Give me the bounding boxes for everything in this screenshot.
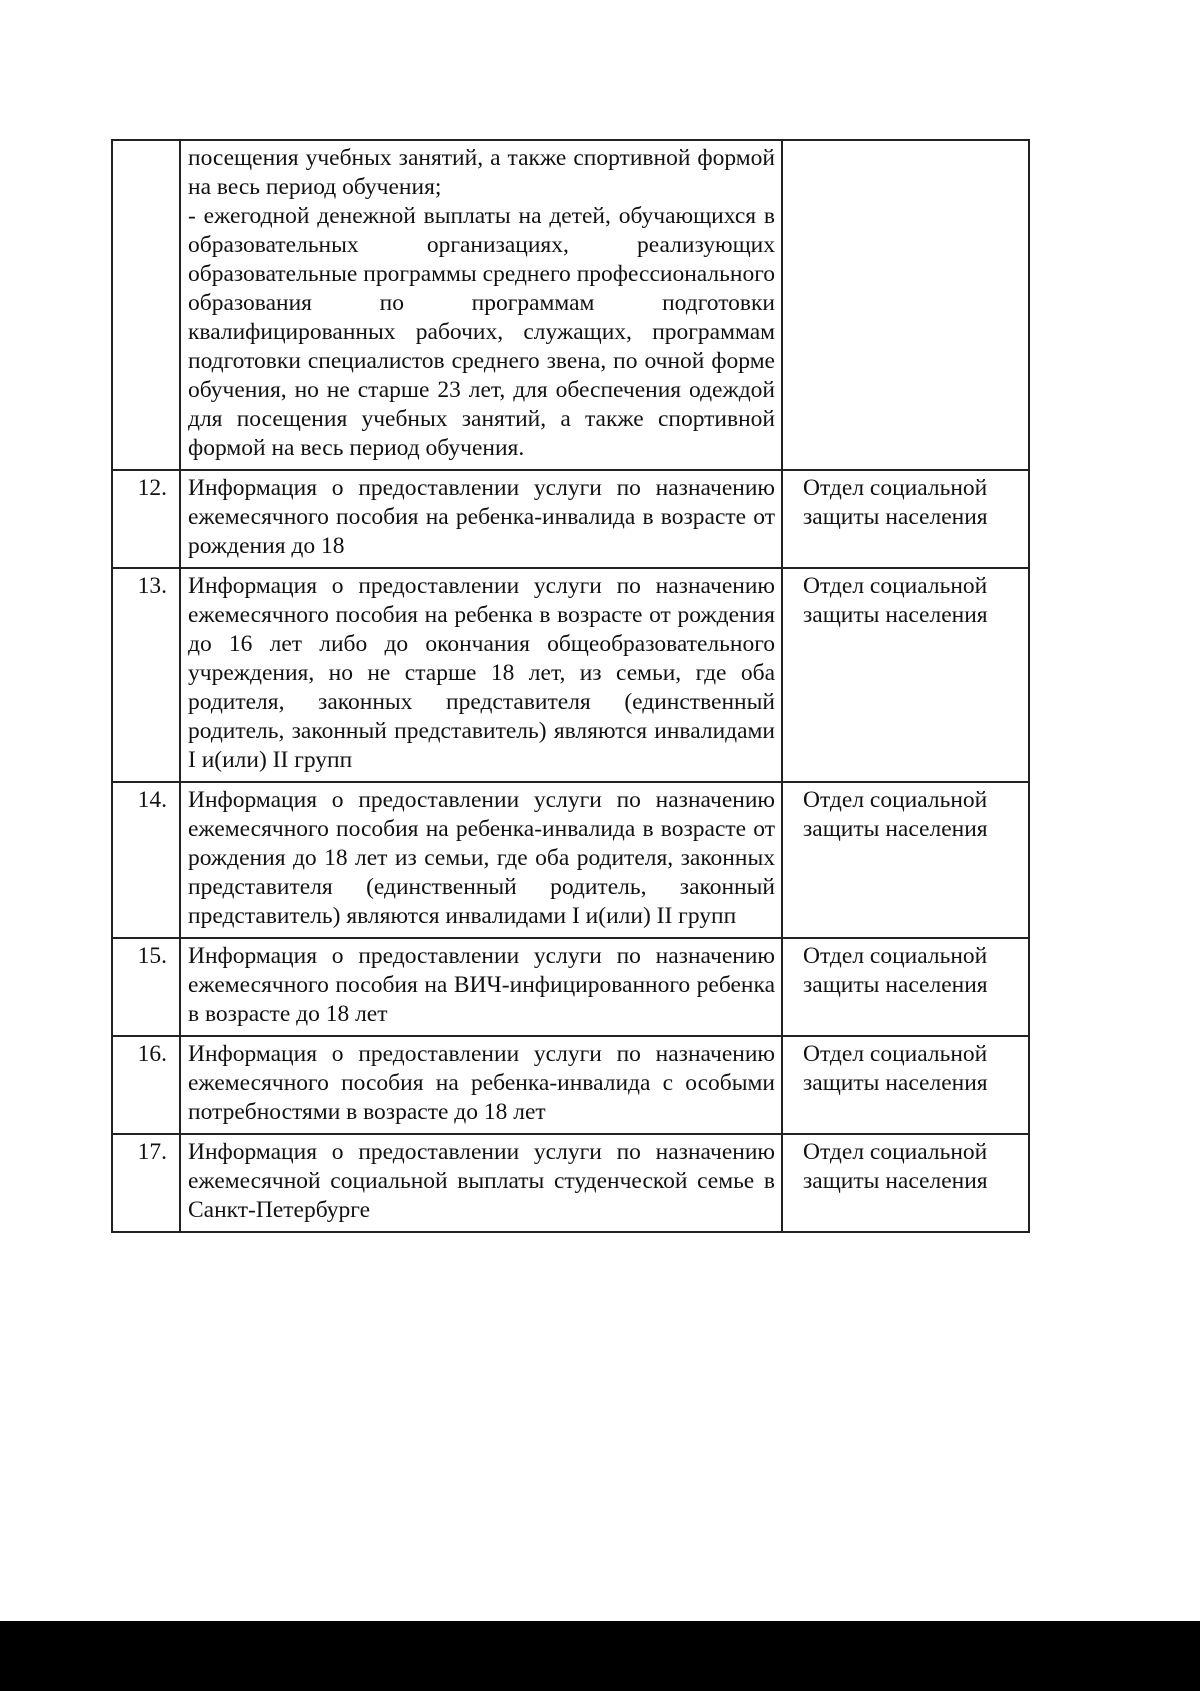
row-number: 16. [112,1036,180,1134]
continuation-text: - ежегодной денежной выплаты на детей, обучающихся в образовательных организациях, реализующих образовательные программы среднего профессионального образования по программам подготовки квалифицированных рабочих, служащих, программам подготовки специалистов среднего звена, по очной форме обучения, но не старше 23 лет, для обеспечения одеждой для посещения учебных занятий, а также спортивной формой на весь период обучения. [188,203,775,461]
row-number: 17. [112,1134,180,1232]
table-row [112,782,1029,938]
table-row-continuation [112,140,1029,470]
responsible-department: Отдел социальной защиты населения [782,782,1029,938]
continuation-text: посещения учебных занятий, а также спортивной формой на весь период обучения; [188,145,775,200]
scan-bottom-edge [0,1621,1200,1691]
row-number: 14. [112,782,180,938]
responsible-department: Отдел социальной защиты населения [782,470,1029,568]
table-row [112,1036,1029,1134]
row-number-cell [112,140,180,470]
table-row [112,470,1029,568]
service-description: Информация о предоставлении услуги по назначению ежемесячного пособия на ребенка-инвалида в возрасте от рождения до 18 лет из семьи, где оба родителя, законных представителя (единственный родитель, законный представитель) являются инвалидами I и(или) II групп [180,782,782,938]
table-row [112,938,1029,1036]
row-number: 15. [112,938,180,1036]
table-row [112,568,1029,782]
responsible-department: Отдел социальной защиты населения [782,1134,1029,1232]
responsible-department: Отдел социальной защиты населения [782,938,1029,1036]
service-description: Информация о предоставлении услуги по назначению ежемесячного пособия на ребенка-инвалида в возрасте от рождения до 18 [180,470,782,568]
responsible-department: Отдел социальной защиты населения [782,568,1029,782]
table-row [112,1134,1029,1232]
row-number: 13. [112,568,180,782]
service-description: Информация о предоставлении услуги по назначению ежемесячного пособия на ребенка-инвалида с особыми потребностями в возрасте до 18 лет [180,1036,782,1134]
department-cell [782,140,1029,470]
responsible-department: Отдел социальной защиты населения [782,1036,1029,1134]
row-number: 12. [112,470,180,568]
service-description: Информация о предоставлении услуги по назначению ежемесячной социальной выплаты студенческой семье в Санкт-Петербурге [180,1134,782,1232]
service-description: Информация о предоставлении услуги по назначению ежемесячного пособия на ВИЧ-инфицированного ребенка в возрасте до 18 лет [180,938,782,1036]
service-description: Информация о предоставлении услуги по назначению ежемесячного пособия на ребенка в возрасте от рождения до 16 лет либо до окончания общеобразовательного учреждения, но не старше 18 лет, из семьи, где оба родителя, законных представителя (единственный родитель, законный представитель) являются инвалидами I и(или) II групп [180,568,782,782]
service-description-cell [180,140,782,470]
services-table [111,139,1030,1233]
